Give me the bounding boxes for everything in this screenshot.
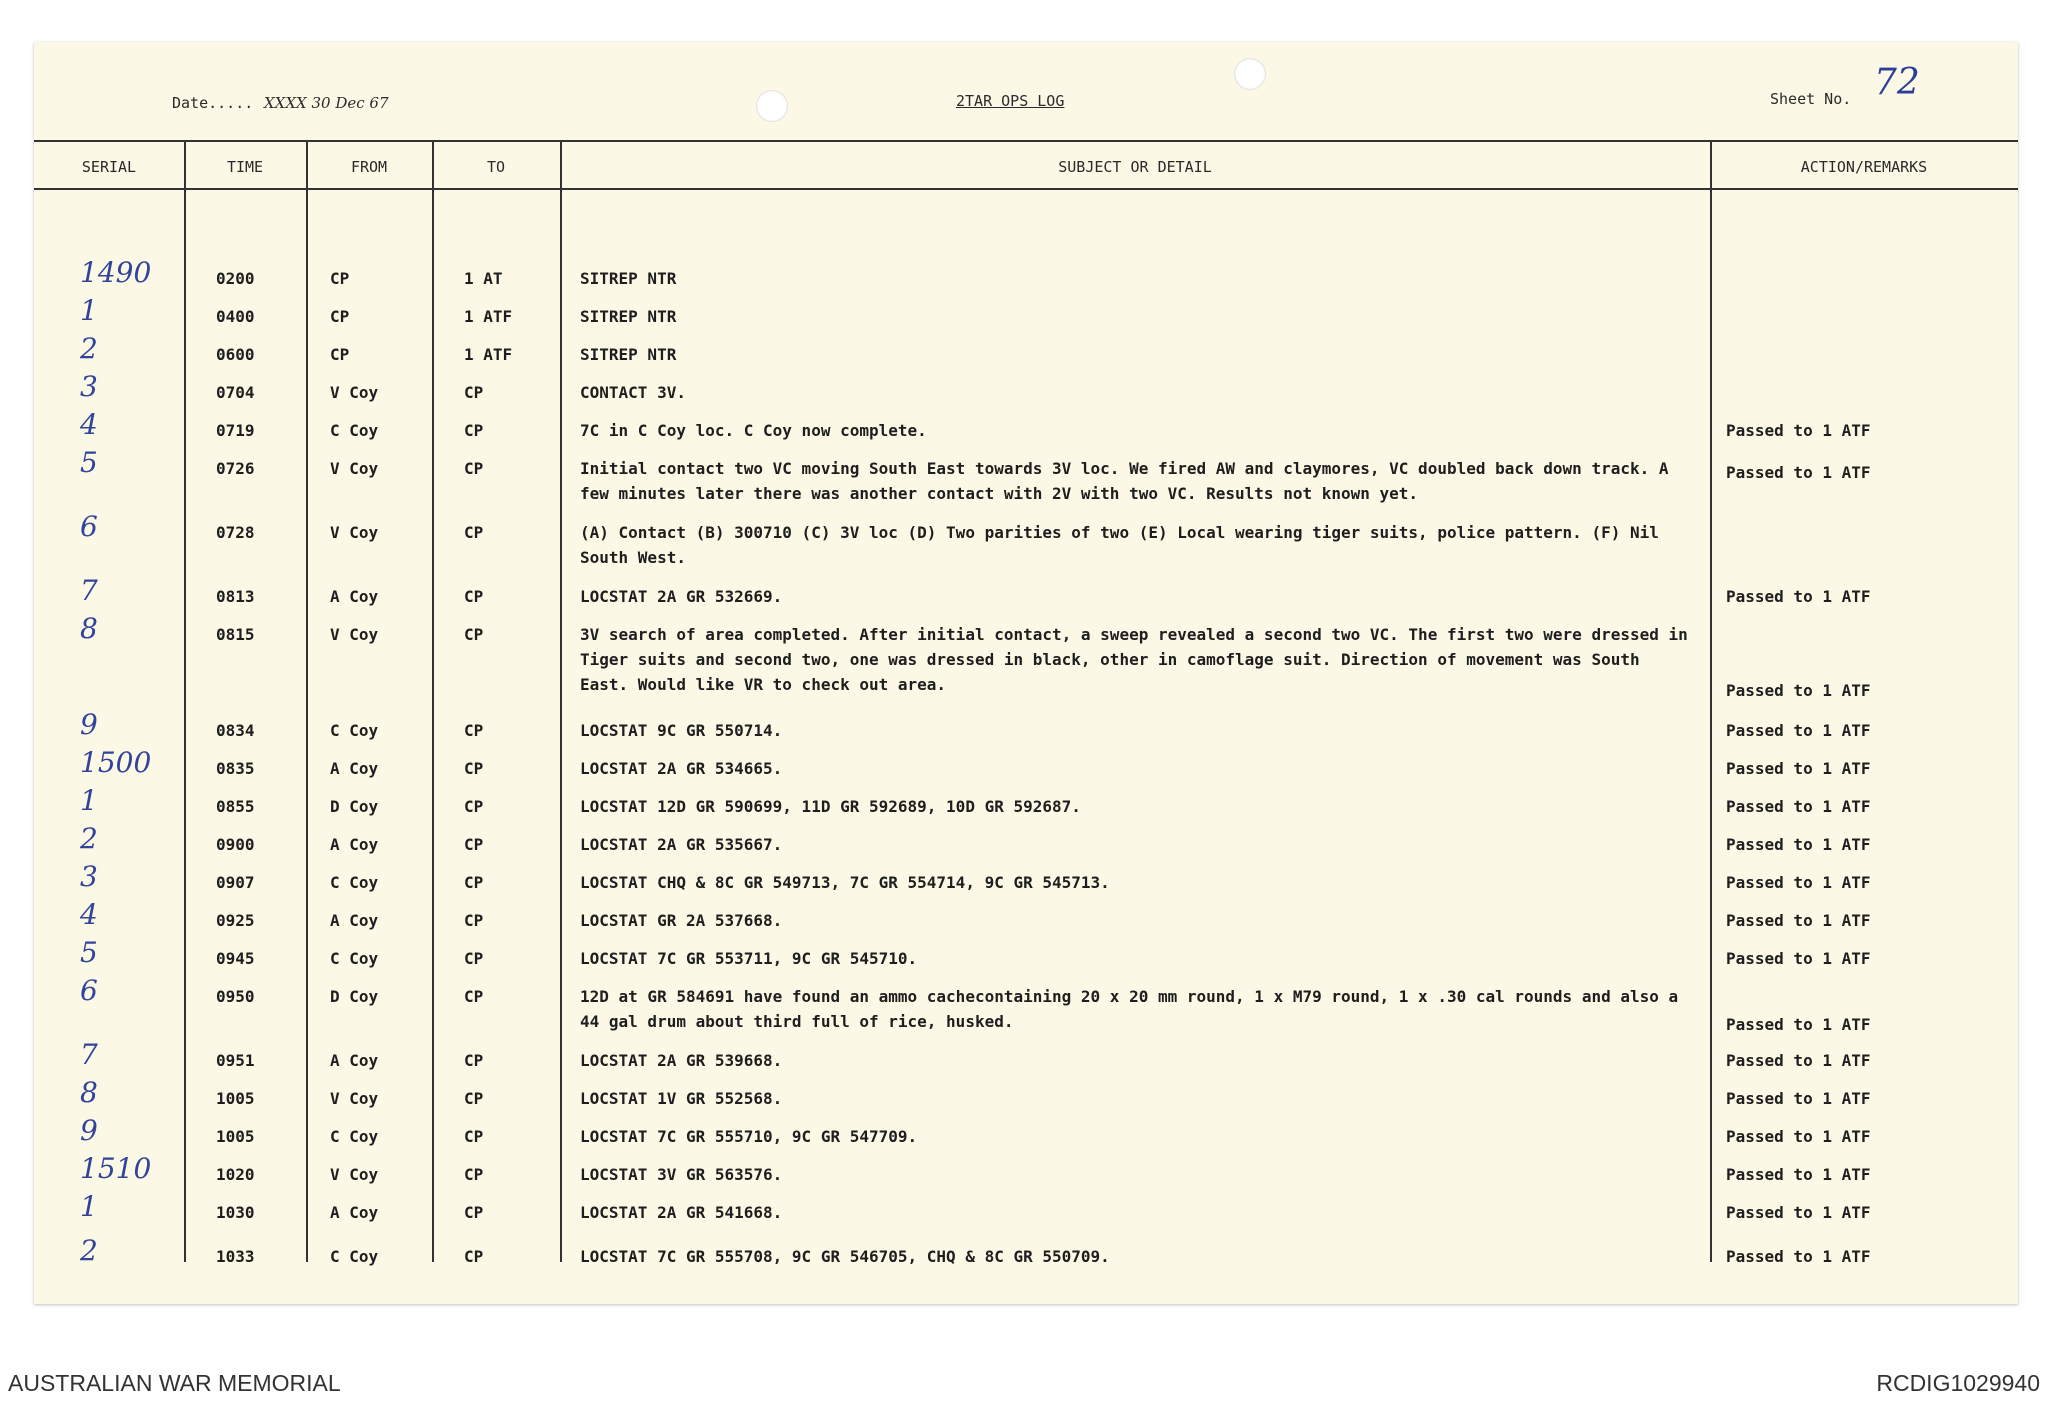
row-action: Passed to 1 ATF xyxy=(1726,587,1871,606)
row-time: 0950 xyxy=(216,987,255,1006)
row-action: Passed to 1 ATF xyxy=(1726,1015,1871,1034)
row-from: V Coy xyxy=(330,1089,379,1108)
row-time: 1005 xyxy=(216,1127,255,1146)
sheet-number: 72 xyxy=(1874,62,1920,103)
row-detail: 12D at GR 584691 have found an ammo cachecontaining 20 x 20 mm round, 1 x M79 round, 1 x .30 cal rounds and also a 44 gal drum about third full of rice, husked. xyxy=(580,987,1679,1031)
row-detail: LOCSTAT 7C GR 553711, 9C GR 545710. xyxy=(580,949,918,968)
row-detail: LOCSTAT 2A GR 541668. xyxy=(580,1203,783,1222)
column-divider xyxy=(560,140,562,1262)
row-serial: 1510 xyxy=(80,1152,152,1185)
row-detail: LOCSTAT 2A GR 539668. xyxy=(580,1051,783,1070)
row-from: A Coy xyxy=(330,1203,379,1222)
row-action: Passed to 1 ATF xyxy=(1726,873,1871,892)
row-time: 0600 xyxy=(216,345,255,364)
date-value: XXXX 30 Dec 67 xyxy=(264,94,389,112)
row-from: V Coy xyxy=(330,383,379,402)
row-detail: LOCSTAT 9C GR 550714. xyxy=(580,721,783,740)
row-action: Passed to 1 ATF xyxy=(1726,949,1871,968)
col-header-from: FROM xyxy=(350,158,388,176)
row-action: Passed to 1 ATF xyxy=(1726,1247,1871,1266)
footer-id: RCDIG1029940 xyxy=(1876,1370,2040,1396)
punch-hole xyxy=(1234,58,1266,90)
row-time: 0834 xyxy=(216,721,255,740)
row-detail: 3V search of area completed. After initial contact, a sweep revealed a second two VC. The first two were dressed in Tiger suits and second two, one was dressed in black, other in camoflage suit. Direction of movement was South East. Would like VR to check out area. xyxy=(580,625,1688,694)
row-serial: 8 xyxy=(80,612,98,645)
row-to: CP xyxy=(464,911,484,930)
row-to: CP xyxy=(464,1051,484,1070)
col-header-subject: SUBJECT OR DETAIL xyxy=(1058,158,1212,176)
row-serial: 1 xyxy=(80,784,98,817)
row-action: Passed to 1 ATF xyxy=(1726,681,1871,700)
row-serial: 4 xyxy=(80,408,98,441)
row-from: C Coy xyxy=(330,1127,379,1146)
row-time: 0200 xyxy=(216,269,255,288)
row-detail: (A) Contact (B) 300710 (C) 3V loc (D) Two parities of two (E) Local wearing tiger suits, police pattern. (F) Nil South West. xyxy=(580,523,1659,567)
row-time: 0855 xyxy=(216,797,255,816)
row-time: 0925 xyxy=(216,911,255,930)
row-from: A Coy xyxy=(330,587,379,606)
header-bottom-rule xyxy=(34,188,2018,190)
row-serial: 7 xyxy=(80,1038,98,1071)
row-serial: 3 xyxy=(80,860,98,893)
row-serial: 1500 xyxy=(80,746,152,779)
row-action: Passed to 1 ATF xyxy=(1726,1127,1871,1146)
row-serial: 9 xyxy=(80,708,98,741)
row-to: CP xyxy=(464,625,484,644)
footer-source: AUSTRALIAN WAR MEMORIAL xyxy=(8,1370,341,1396)
row-serial: 9 xyxy=(80,1114,98,1147)
row-action: Passed to 1 ATF xyxy=(1726,835,1871,854)
row-to: CP xyxy=(464,797,484,816)
row-to: CP xyxy=(464,1165,484,1184)
row-from: A Coy xyxy=(330,835,379,854)
row-time: 0951 xyxy=(216,1051,255,1070)
row-from: C Coy xyxy=(330,873,379,892)
row-detail: LOCSTAT CHQ & 8C GR 549713, 7C GR 554714, 9C GR 545713. xyxy=(580,873,1110,892)
row-time: 1033 xyxy=(216,1247,255,1266)
row-time: 1020 xyxy=(216,1165,255,1184)
row-time: 1030 xyxy=(216,1203,255,1222)
row-serial: 1 xyxy=(80,294,98,327)
row-serial: 6 xyxy=(80,974,98,1007)
row-from: A Coy xyxy=(330,911,379,930)
row-to: CP xyxy=(464,421,484,440)
row-from: V Coy xyxy=(330,1165,379,1184)
row-to: CP xyxy=(464,721,484,740)
row-to: CP xyxy=(464,1203,484,1222)
row-action: Passed to 1 ATF xyxy=(1726,421,1871,440)
row-detail: LOCSTAT 3V GR 563576. xyxy=(580,1165,783,1184)
row-detail: LOCSTAT 7C GR 555710, 9C GR 547709. xyxy=(580,1127,918,1146)
row-from: CP xyxy=(330,345,350,364)
row-from: CP xyxy=(330,307,350,326)
row-time: 0945 xyxy=(216,949,255,968)
row-time: 0813 xyxy=(216,587,255,606)
row-serial: 4 xyxy=(80,898,98,931)
row-time: 0900 xyxy=(216,835,255,854)
row-action: Passed to 1 ATF xyxy=(1726,1051,1871,1070)
row-to: CP xyxy=(464,835,484,854)
row-detail: LOCSTAT 2A GR 532669. xyxy=(580,587,783,606)
row-to: CP xyxy=(464,523,484,542)
row-to: CP xyxy=(464,1089,484,1108)
row-from: D Coy xyxy=(330,797,379,816)
row-detail: SITREP NTR xyxy=(580,307,677,326)
col-header-time: TIME xyxy=(226,158,264,176)
row-time: 0815 xyxy=(216,625,255,644)
row-to: 1 ATF xyxy=(464,345,513,364)
row-detail: LOCSTAT 2A GR 535667. xyxy=(580,835,783,854)
row-detail: Initial contact two VC moving South East towards 3V loc. We fired AW and claymores, VC doubled back down track. A few minutes later there was another contact with 2V with two VC. Results not known yet. xyxy=(580,459,1669,503)
row-serial: 1490 xyxy=(80,256,152,289)
row-from: V Coy xyxy=(330,523,379,542)
column-divider xyxy=(432,140,434,1262)
column-divider xyxy=(1710,140,1712,1262)
row-detail: CONTACT 3V. xyxy=(580,383,686,402)
row-serial: 6 xyxy=(80,510,98,543)
row-serial: 2 xyxy=(80,822,98,855)
col-header-to: TO xyxy=(486,158,506,176)
row-to: 1 ATF xyxy=(464,307,513,326)
row-detail: LOCSTAT 2A GR 534665. xyxy=(580,759,783,778)
row-time: 0835 xyxy=(216,759,255,778)
row-from: C Coy xyxy=(330,721,379,740)
table-top-rule xyxy=(34,140,2018,142)
row-from: C Coy xyxy=(330,421,379,440)
row-serial: 1 xyxy=(80,1190,98,1223)
row-to: 1 AT xyxy=(464,269,503,288)
row-serial: 8 xyxy=(80,1076,98,1109)
row-detail: SITREP NTR xyxy=(580,269,677,288)
row-detail: SITREP NTR xyxy=(580,345,677,364)
row-serial: 2 xyxy=(80,332,98,365)
row-action: Passed to 1 ATF xyxy=(1726,463,1871,482)
row-action: Passed to 1 ATF xyxy=(1726,759,1871,778)
row-to: CP xyxy=(464,1127,484,1146)
punch-hole xyxy=(756,90,788,122)
row-to: CP xyxy=(464,459,484,478)
row-detail: LOCSTAT 12D GR 590699, 11D GR 592689, 10D GR 592687. xyxy=(580,797,1081,816)
row-serial: 5 xyxy=(80,936,98,969)
row-from: V Coy xyxy=(330,459,379,478)
row-action: Passed to 1 ATF xyxy=(1726,911,1871,930)
row-to: CP xyxy=(464,383,484,402)
row-action: Passed to 1 ATF xyxy=(1726,721,1871,740)
row-to: CP xyxy=(464,987,484,1006)
row-action: Passed to 1 ATF xyxy=(1726,1089,1871,1108)
page-title: 2TAR OPS LOG xyxy=(956,92,1065,110)
row-to: CP xyxy=(464,1247,484,1266)
row-from: C Coy xyxy=(330,1247,379,1266)
row-time: 0704 xyxy=(216,383,255,402)
row-serial: 5 xyxy=(80,446,98,479)
row-to: CP xyxy=(464,587,484,606)
row-time: 0728 xyxy=(216,523,255,542)
row-from: V Coy xyxy=(330,625,379,644)
row-to: CP xyxy=(464,949,484,968)
row-time: 0726 xyxy=(216,459,255,478)
row-time: 1005 xyxy=(216,1089,255,1108)
col-header-action: ACTION/REMARKS xyxy=(1800,158,1928,176)
row-from: CP xyxy=(330,269,350,288)
row-action: Passed to 1 ATF xyxy=(1726,1203,1871,1222)
row-serial: 2 xyxy=(80,1234,98,1267)
sheet-label: Sheet No. xyxy=(1770,90,1852,108)
row-from: C Coy xyxy=(330,949,379,968)
row-to: CP xyxy=(464,873,484,892)
col-header-serial: SERIAL xyxy=(81,158,137,176)
date-label: Date..... xyxy=(172,94,254,112)
row-to: CP xyxy=(464,759,484,778)
row-from: A Coy xyxy=(330,759,379,778)
row-serial: 7 xyxy=(80,574,98,607)
row-from: A Coy xyxy=(330,1051,379,1070)
row-action: Passed to 1 ATF xyxy=(1726,797,1871,816)
row-from: D Coy xyxy=(330,987,379,1006)
row-time: 0400 xyxy=(216,307,255,326)
row-action: Passed to 1 ATF xyxy=(1726,1165,1871,1184)
row-detail: LOCSTAT 1V GR 552568. xyxy=(580,1089,783,1108)
log-sheet xyxy=(34,42,2018,1304)
column-divider xyxy=(184,140,186,1262)
row-serial: 3 xyxy=(80,370,98,403)
row-time: 0907 xyxy=(216,873,255,892)
row-detail: 7C in C Coy loc. C Coy now complete. xyxy=(580,421,927,440)
row-detail: LOCSTAT GR 2A 537668. xyxy=(580,911,783,930)
row-detail: LOCSTAT 7C GR 555708, 9C GR 546705, CHQ & 8C GR 550709. xyxy=(580,1247,1110,1266)
row-time: 0719 xyxy=(216,421,255,440)
column-divider xyxy=(306,140,308,1262)
